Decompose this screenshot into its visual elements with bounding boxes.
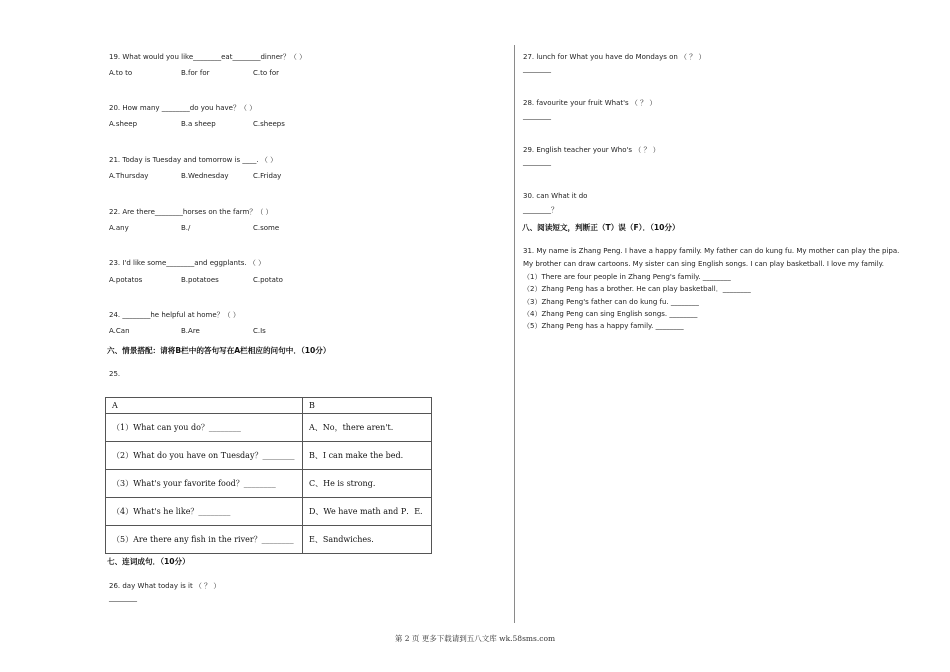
section-6-title: 六、情景搭配：请将B栏中的答句写在A栏相应的问句中．（10分） xyxy=(107,346,331,355)
answer-cell: C、He is strong. xyxy=(303,470,432,498)
question-text: 19. What would you like________eat________dinner？（ ） xyxy=(109,53,307,61)
option-a: A.Can xyxy=(109,327,130,335)
answer-cell: D、We have math and P．E. xyxy=(303,498,432,526)
question-text: 30. can What it do xyxy=(523,192,588,200)
answer-blank: ________ xyxy=(523,65,551,73)
reading-passage-line-2: My brother can draw cartoons. My sister can sing English songs. I can play basketball. I love my family. xyxy=(523,260,885,268)
option-b: B.a sheep xyxy=(181,120,216,128)
matching-table xyxy=(105,397,432,554)
answer-blank: ________ xyxy=(523,112,551,120)
answer-cell: A、No，there aren't. xyxy=(303,414,432,442)
reading-passage-line-1: 31. My name is Zhang Peng. I have a happy family. My father can do kung fu. My mother can play the pipa. xyxy=(523,247,900,255)
statement-item: （1）There are four people in Zhang Peng's family. ________ xyxy=(523,273,731,281)
table-row xyxy=(106,498,432,526)
answer-cell: B、I can make the bed. xyxy=(303,442,432,470)
answer-cell: E、Sandwiches. xyxy=(303,526,432,554)
table-row xyxy=(106,470,432,498)
option-c: C.Is xyxy=(253,327,266,335)
question-text: 27. lunch for What you have do Mondays on （ ？ ） xyxy=(523,53,706,61)
option-a: A.potatos xyxy=(109,276,143,284)
answer-blank: ________ xyxy=(523,158,551,166)
option-b: B.Wednesday xyxy=(181,172,229,180)
answer-blank: ________？ xyxy=(523,206,558,214)
column-b-header: B xyxy=(303,398,432,414)
question-cell: （3）What's your favorite food？________ xyxy=(106,470,303,498)
section-7-title: 七、连词成句．（10分） xyxy=(107,557,190,566)
option-c: C.Friday xyxy=(253,172,282,180)
option-b: B./ xyxy=(181,224,191,232)
option-b: B.for for xyxy=(181,69,210,77)
option-c: C.to for xyxy=(253,69,279,77)
question-25-label: 25. xyxy=(109,370,121,378)
option-b: B.potatoes xyxy=(181,276,219,284)
table-row xyxy=(106,414,432,442)
option-a: A.sheep xyxy=(109,120,138,128)
column-divider xyxy=(514,45,515,623)
question-text: 23. I'd like some________and eggplants. （ ） xyxy=(109,259,266,267)
option-a: A.any xyxy=(109,224,129,232)
table-row xyxy=(106,442,432,470)
table-row xyxy=(106,526,432,554)
question-cell: （2）What do you have on Tuesday？________ xyxy=(106,442,303,470)
option-a: A.Thursday xyxy=(109,172,149,180)
question-cell: （4）What's he like？________ xyxy=(106,498,303,526)
section-8-title: 八、阅读短文，判断正（T）误（F）．（10分） xyxy=(522,223,680,232)
page-footer: 第 2 页 更多下载请到五八文库 wk.58sms.com xyxy=(394,634,556,643)
question-cell: （1）What can you do？________ xyxy=(106,414,303,442)
question-text: 22. Are there________horses on the farm？（ ） xyxy=(109,208,273,216)
option-c: C.some xyxy=(253,224,280,232)
option-c: C.potato xyxy=(253,276,283,284)
question-text: 20. How many ________do you have？（ ） xyxy=(109,104,257,112)
answer-blank: ________ xyxy=(109,594,137,602)
statement-item: （5）Zhang Peng has a happy family. ________ xyxy=(523,322,684,330)
option-a: A.to to xyxy=(109,69,133,77)
question-text: 24. ________he helpful at home？（ ） xyxy=(109,311,240,319)
statement-item: （3）Zhang Peng's father can do kung fu. ________ xyxy=(523,298,699,306)
option-b: B.Are xyxy=(181,327,200,335)
column-a-header: A xyxy=(106,398,303,414)
question-text: 29. English teacher your Who's （ ？ ） xyxy=(523,146,660,154)
statement-item: （4）Zhang Peng can sing English songs. ________ xyxy=(523,310,698,318)
statement-item: （2）Zhang Peng has a brother. He can play basketball．________ xyxy=(523,285,751,293)
question-text: 28. favourite your fruit What's （ ？ ） xyxy=(523,99,657,107)
question-text: 21. Today is Tuesday and tomorrow is ____. （ ） xyxy=(109,156,278,164)
option-c: C.sheeps xyxy=(253,120,285,128)
question-26: 26. day What today is it （ ？ ） xyxy=(109,582,221,590)
question-cell: （5）Are there any fish in the river？________ xyxy=(106,526,303,554)
table-header-row xyxy=(106,398,432,414)
